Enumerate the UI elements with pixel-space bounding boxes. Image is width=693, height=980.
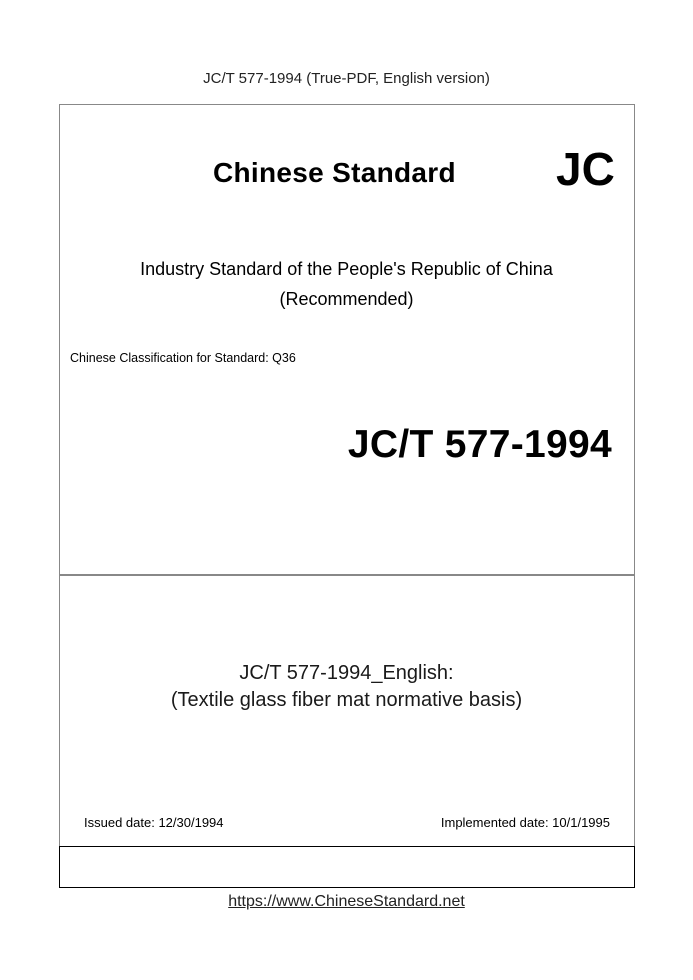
footer-frame [59, 846, 635, 888]
recommended-label: (Recommended) [279, 289, 414, 309]
document-code-title: JC/T 577-1994_English: [239, 662, 454, 684]
standard-number: JC/T 577-1994 [347, 423, 612, 466]
document-subject-title: (Textile glass fiber mat normative basis) [170, 689, 523, 711]
industry-standard-line: Industry Standard of the People's Republic of China [140, 259, 553, 279]
standard-type-title: Chinese Standard [213, 157, 456, 188]
page-header: JC/T 577-1994 (True-PDF, English version) [203, 70, 490, 87]
implemented-date: Implemented date: 10/1/1995 [440, 815, 610, 830]
jc-mark: JC [556, 143, 615, 195]
website-link[interactable]: https://www.ChineseStandard.net [228, 893, 465, 910]
classification-label: Chinese Classification for Standard: Q36 [70, 351, 296, 365]
issued-date: Issued date: 12/30/1994 [84, 815, 224, 830]
website-link-row [0, 893, 693, 911]
